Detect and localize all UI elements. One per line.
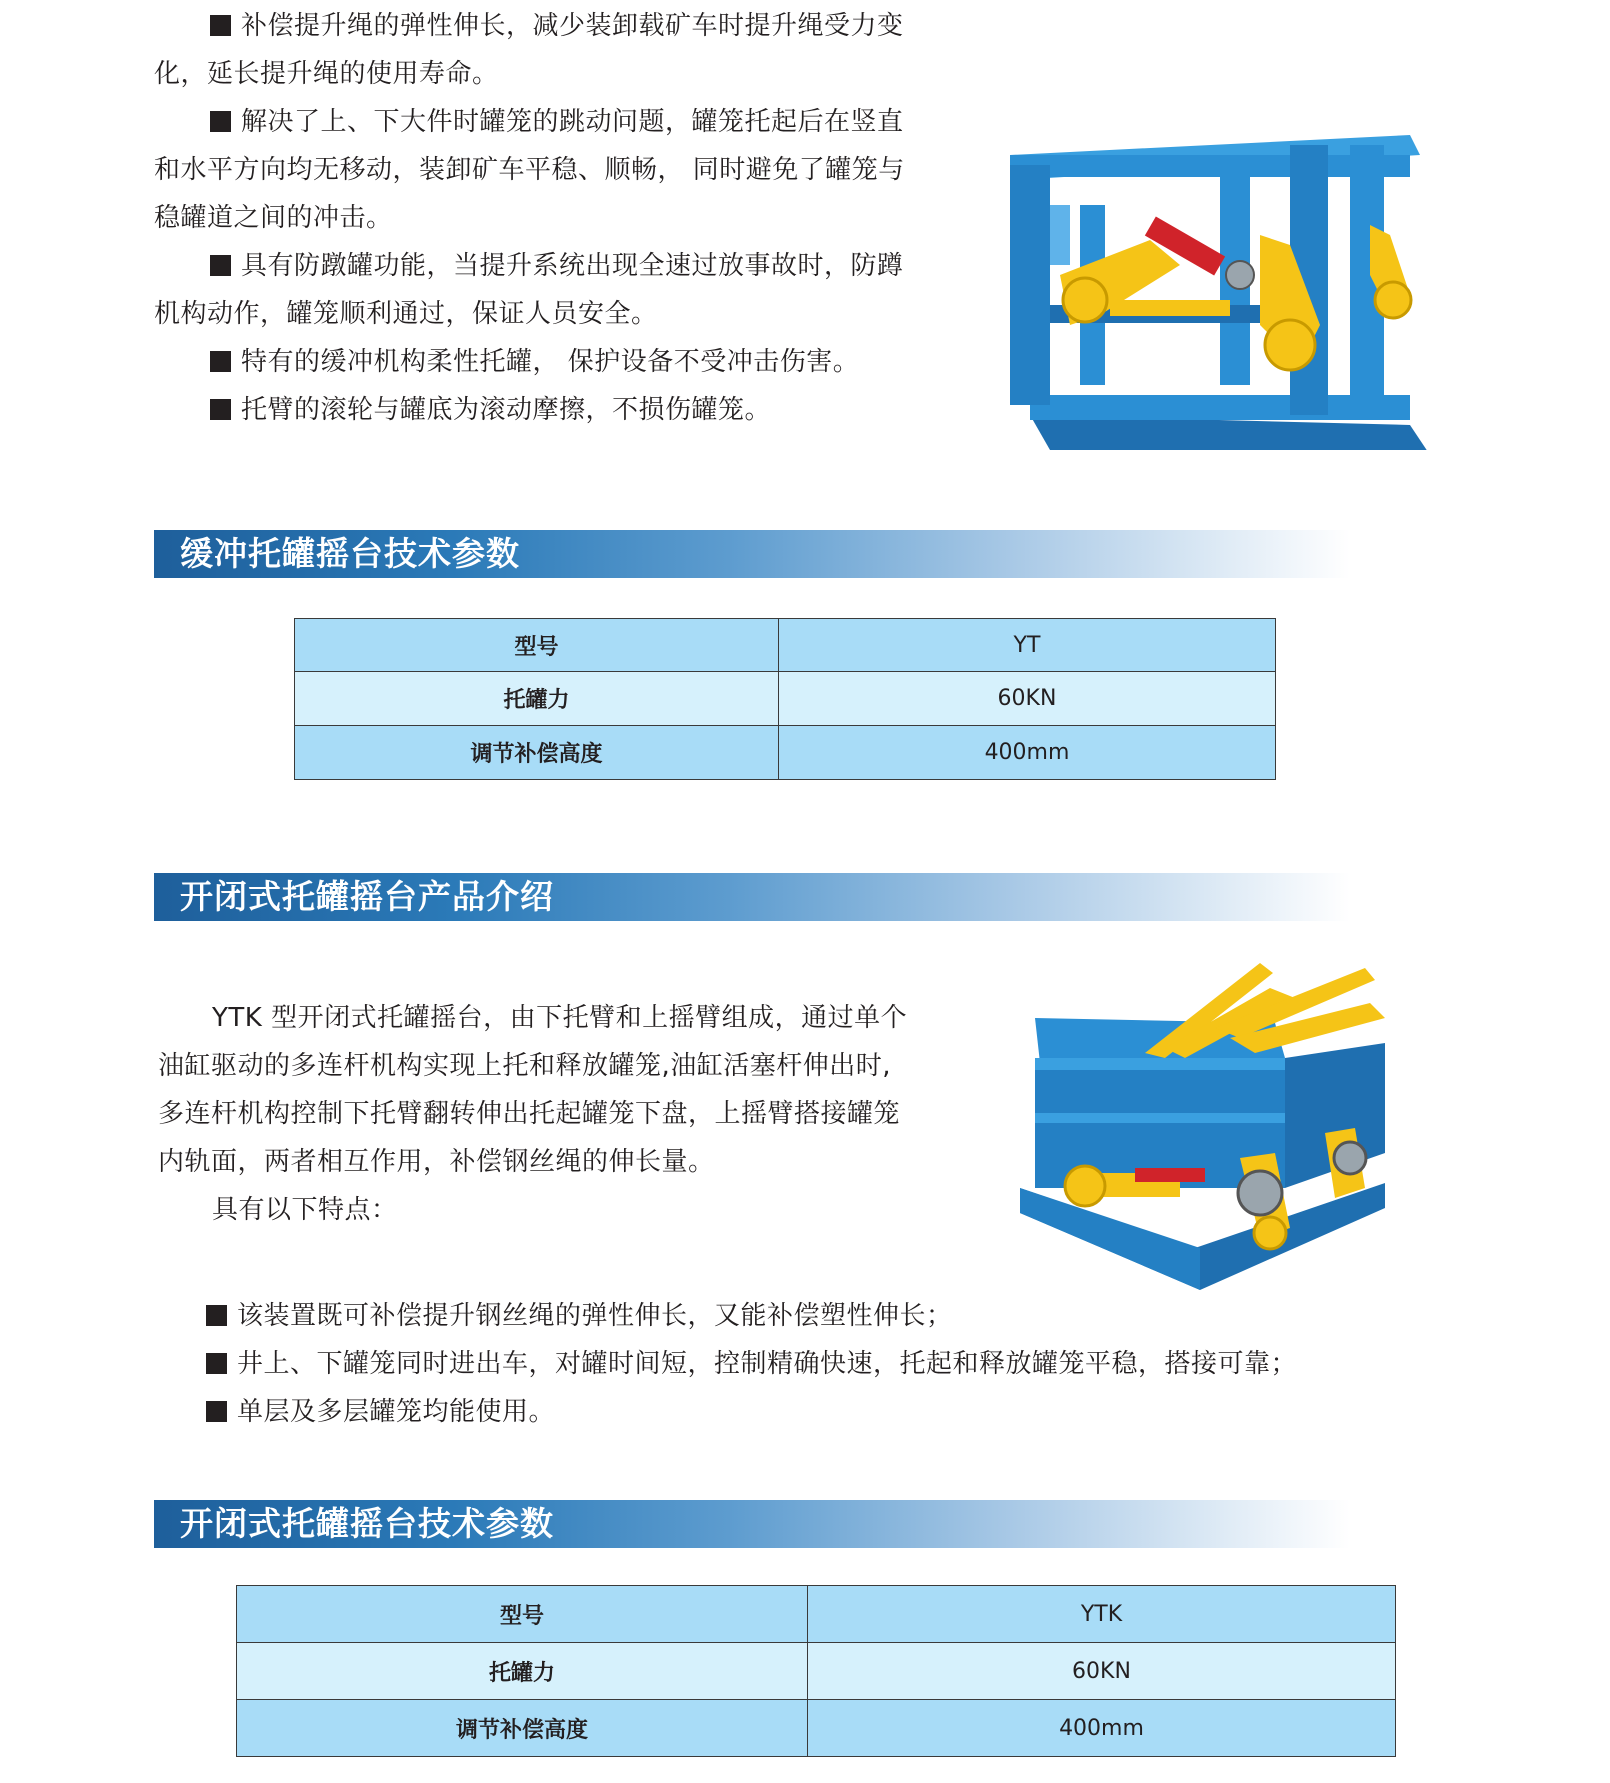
section-title: 开闭式托罐摇台产品介绍 <box>180 877 554 916</box>
table-cell-value: 60KN <box>808 1643 1396 1700</box>
bullet-square-icon <box>206 1305 227 1326</box>
bullet-square-icon <box>206 1401 227 1422</box>
yt-params-table <box>294 618 1276 780</box>
table-cell-value: 400mm <box>779 726 1276 780</box>
ytk-intro-line: 多连杆机构控制下托臂翻转伸出托起罐笼下盘，上摇臂搭接罐笼 <box>158 1099 901 1129</box>
bullet-square-icon <box>210 399 231 420</box>
intro-section <box>154 2 954 434</box>
table-row <box>295 619 1276 672</box>
bullet-square-icon <box>210 351 231 372</box>
yt-machine-image <box>990 125 1440 450</box>
table-cell-label: 托罐力 <box>237 1643 808 1700</box>
ytk-intro-line: YTK 型开闭式托罐摇台，由下托臂和上摇臂组成，通过单个 <box>212 1003 908 1033</box>
table-cell-value: 60KN <box>779 672 1276 726</box>
list-item: 井上、下罐笼同时进出车，对罐时间短，控制精确快速，托起和释放罐笼平稳，搭接可靠； <box>206 1340 1406 1388</box>
intro-paragraph-line: 和水平方向均无移动，装卸矿车平稳、顺畅， 同时避免了罐笼与 <box>154 155 905 185</box>
intro-paragraph: 托臂的滚轮与罐底为滚动摩擦，不损伤罐笼。 <box>154 386 954 434</box>
section-bar-yt-params <box>154 530 1350 578</box>
table-cell-label: 托罐力 <box>295 672 779 726</box>
ytk-intro-text <box>158 994 978 1234</box>
table-cell-label: 调节补偿高度 <box>295 726 779 780</box>
table-cell-label: 型号 <box>237 1586 808 1643</box>
bullet-square-icon <box>210 15 231 36</box>
section-title: 开闭式托罐摇台技术参数 <box>180 1504 554 1543</box>
table-cell-value: YT <box>779 619 1276 672</box>
section-title: 缓冲托罐摇台技术参数 <box>180 534 520 573</box>
bullet-square-icon <box>210 255 231 276</box>
table-cell-value: YTK <box>808 1586 1396 1643</box>
ytk-intro-line: 内轨面，两者相互作用，补偿钢丝绳的伸长量。 <box>158 1147 715 1177</box>
intro-paragraph: 特有的缓冲机构柔性托罐， 保护设备不受冲击伤害。 <box>154 338 954 386</box>
table-cell-value: 400mm <box>808 1700 1396 1757</box>
ytk-intro-line: 油缸驱动的多连杆机构实现上托和释放罐笼,油缸活塞杆伸出时, <box>158 1051 892 1081</box>
intro-paragraph: 解决了上、下大件时罐笼的跳动问题，罐笼托起后在竖直 <box>154 98 954 146</box>
intro-paragraph-line: 化，延长提升绳的使用寿命。 <box>154 59 499 89</box>
bullet-square-icon <box>210 111 231 132</box>
ytk-intro-line: 具有以下特点： <box>212 1195 398 1225</box>
ytk-params-table <box>236 1585 1396 1757</box>
table-cell-label: 调节补偿高度 <box>237 1700 808 1757</box>
table-row <box>295 726 1276 780</box>
ytk-machine-image <box>1015 958 1395 1293</box>
bullet-square-icon <box>206 1353 227 1374</box>
table-cell-label: 型号 <box>295 619 779 672</box>
table-row <box>237 1586 1396 1643</box>
intro-paragraph-line: 机构动作，罐笼顺利通过，保证人员安全。 <box>154 299 658 329</box>
section-bar-ytk-intro <box>154 873 1350 921</box>
table-row <box>237 1643 1396 1700</box>
intro-paragraph-line: 稳罐道之间的冲击。 <box>154 203 393 233</box>
table-row <box>295 672 1276 726</box>
list-item: 该装置既可补偿提升钢丝绳的弹性伸长，又能补偿塑性伸长； <box>206 1292 1406 1340</box>
table-row <box>237 1700 1396 1757</box>
intro-paragraph: 补偿提升绳的弹性伸长，减少装卸载矿车时提升绳受力变 <box>154 2 954 50</box>
list-item: 单层及多层罐笼均能使用。 <box>206 1388 1406 1436</box>
ytk-features-list <box>206 1292 1406 1436</box>
section-bar-ytk-params <box>154 1500 1350 1548</box>
intro-paragraph: 具有防蹾罐功能，当提升系统出现全速过放事故时，防蹲 <box>154 242 954 290</box>
